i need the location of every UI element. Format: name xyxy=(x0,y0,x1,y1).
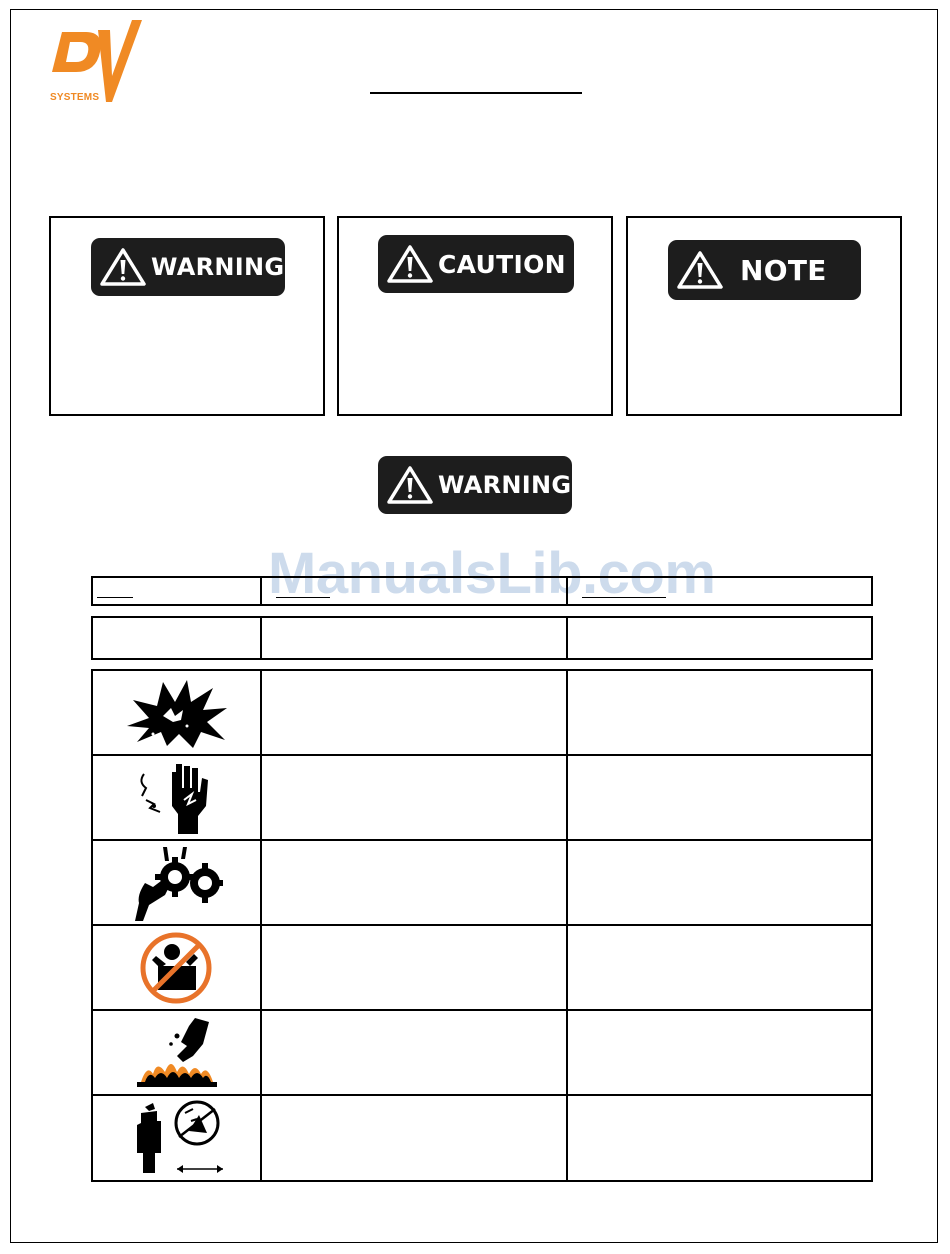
main-warning-sign xyxy=(378,456,572,514)
subheader-cell xyxy=(93,618,262,658)
hazard-symbol-cell xyxy=(93,1096,262,1180)
hazard-description-cell xyxy=(262,841,568,924)
hazard-description-cell xyxy=(262,671,568,754)
hot-surface-burn-icon xyxy=(137,1016,217,1090)
header-underline xyxy=(97,597,133,598)
table-row xyxy=(93,671,871,756)
subheader-cell xyxy=(568,618,871,658)
header-cell-hazard xyxy=(262,578,568,604)
dv-systems-logo xyxy=(48,18,144,104)
hazard-description-cell xyxy=(262,756,568,839)
hazard-symbol-cell xyxy=(93,671,262,754)
table-row xyxy=(93,926,871,1011)
hazard-symbol-cell xyxy=(93,756,262,839)
table-row xyxy=(93,1096,871,1180)
hazard-table xyxy=(91,669,873,1182)
header-underline xyxy=(582,597,666,598)
title-underline xyxy=(370,92,582,94)
hazard-symbol-cell xyxy=(93,926,262,1009)
alert-triangle-icon xyxy=(386,465,434,505)
hazard-avoidance-cell xyxy=(568,841,871,924)
hazard-description-cell xyxy=(262,1011,568,1094)
table-row xyxy=(93,756,871,841)
hazard-avoidance-cell xyxy=(568,926,871,1009)
note-sign xyxy=(668,240,861,300)
hazard-table-header xyxy=(91,576,873,606)
entanglement-gears-icon xyxy=(131,843,223,923)
main-warning-label: WARNING xyxy=(438,471,572,499)
logo-company-name: SYSTEMS xyxy=(50,92,100,103)
note-label: NOTE xyxy=(740,253,827,287)
hazard-table-subheader xyxy=(91,616,873,660)
watermark: ManualsLib.com xyxy=(268,541,716,606)
hazard-symbol-cell xyxy=(93,841,262,924)
hazard-avoidance-cell xyxy=(568,671,871,754)
hazard-symbol-cell xyxy=(93,1011,262,1094)
header-cell-symbol xyxy=(93,578,262,604)
caution-label: CAUTION xyxy=(438,249,566,279)
subheader-cell xyxy=(262,618,568,658)
no-climbing-prohibition-icon xyxy=(136,932,218,1004)
alert-triangle-icon xyxy=(99,247,147,287)
alert-triangle-icon xyxy=(386,244,434,284)
warning-label: WARNING xyxy=(151,253,285,281)
explosion-icon xyxy=(123,678,231,748)
caution-sign xyxy=(378,235,574,293)
hazard-avoidance-cell xyxy=(568,1011,871,1094)
header-cell-avoidance xyxy=(568,578,871,604)
flying-debris-icon xyxy=(127,1099,227,1177)
warning-sign xyxy=(91,238,285,296)
hazard-avoidance-cell xyxy=(568,1096,871,1180)
hazard-description-cell xyxy=(262,1096,568,1180)
alert-triangle-icon xyxy=(676,250,724,290)
hazard-description-cell xyxy=(262,926,568,1009)
table-row xyxy=(93,841,871,926)
caution-definition-box xyxy=(337,216,613,416)
hazard-avoidance-cell xyxy=(568,756,871,839)
warning-definition-box xyxy=(49,216,325,416)
header-underline xyxy=(276,597,330,598)
note-definition-box xyxy=(626,216,902,416)
table-row xyxy=(93,1011,871,1096)
electric-shock-hand-icon xyxy=(132,760,222,836)
